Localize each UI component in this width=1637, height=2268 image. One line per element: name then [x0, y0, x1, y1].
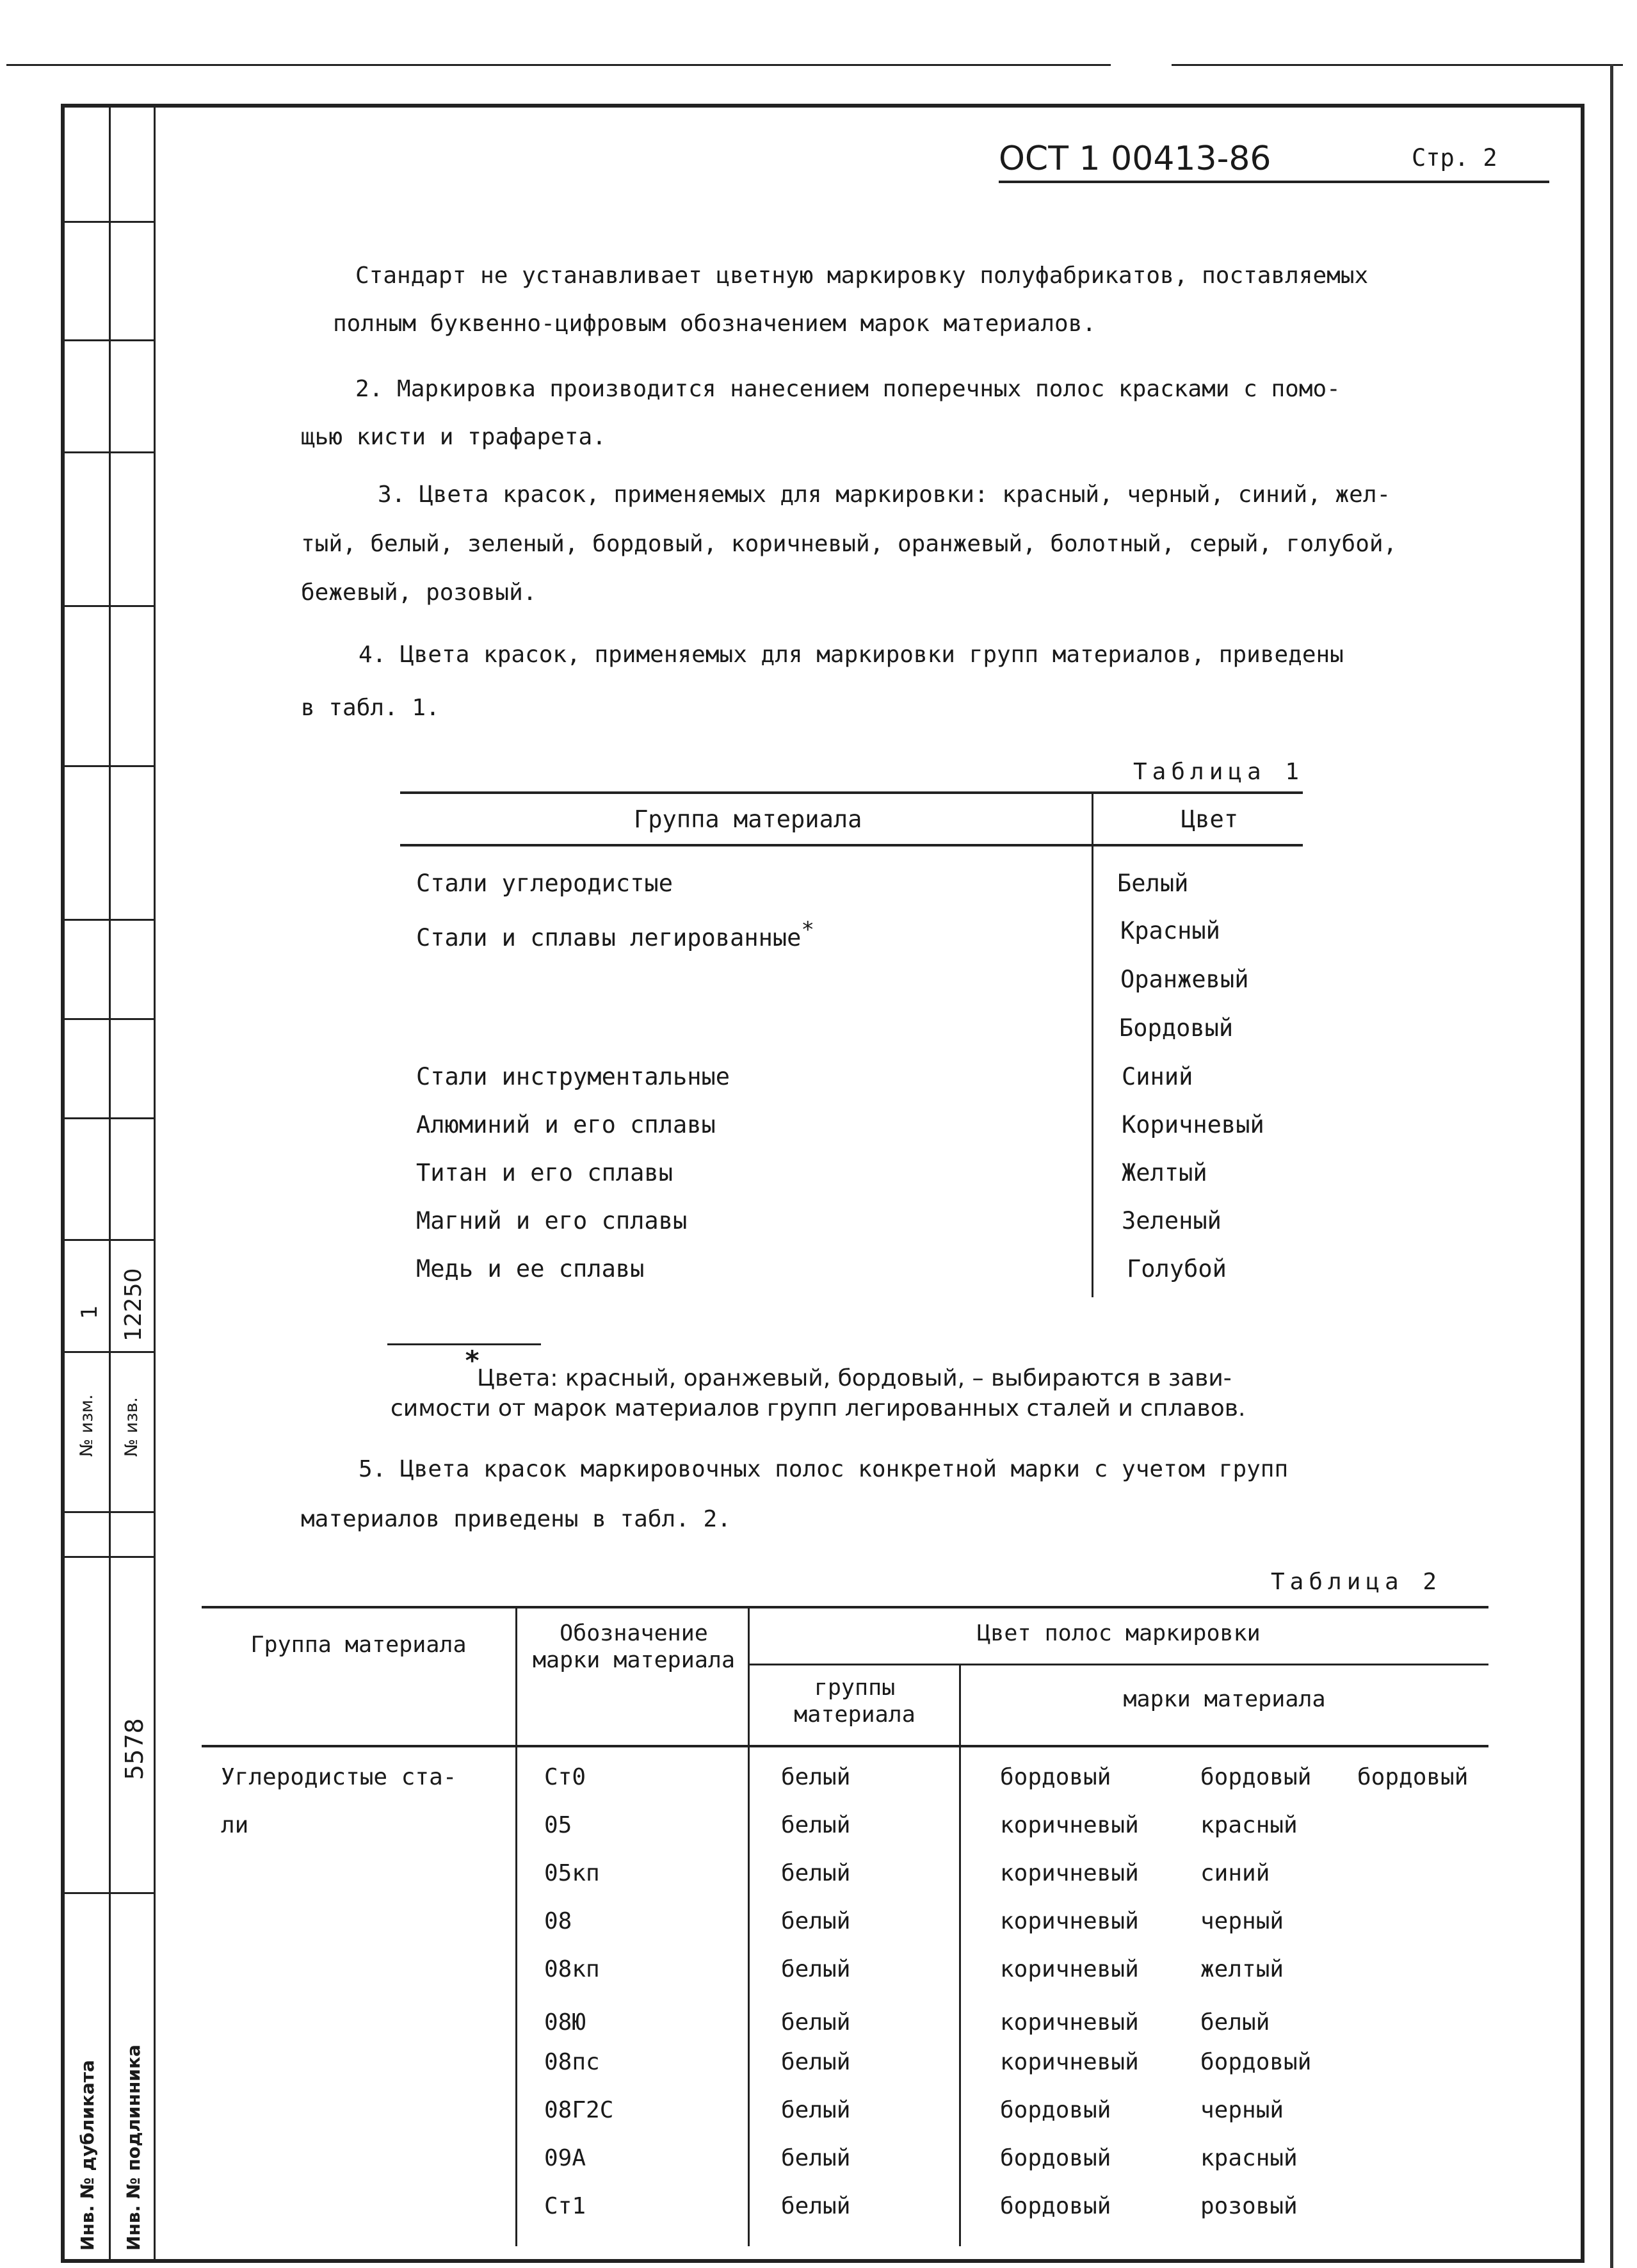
table2-mark-cell: Ст1 [544, 2193, 586, 2219]
table2-mark-cell: 09А [544, 2145, 586, 2171]
table2-mark-color-cell: коричневый [1000, 2009, 1139, 2036]
table1-color-cell: Синий [1122, 1063, 1193, 1090]
page-number: Стр. 2 [1412, 144, 1497, 172]
table2-group-color-cell: белый [781, 2193, 851, 2219]
top-cut-line-left [6, 64, 1111, 66]
table1-color-cell: Коричневый [1122, 1111, 1264, 1138]
p3-line1: 3. Цвета красок, применяемых для маркировки: красный, черный, синий, жел- [378, 482, 1391, 508]
table1-col-divider [1092, 791, 1093, 1297]
table2-mark-color-cell: бордовый [1200, 1764, 1312, 1790]
table2-mark-color-cell: коричневый [1000, 1812, 1139, 1838]
table2-mark-color-cell: бордовый [1000, 1764, 1111, 1790]
footnote-line1: Цвета: красный, оранжевый, бордовый, – выбираются в зави- [477, 1365, 1232, 1391]
table2-mark-color-cell: коричневый [1000, 1860, 1139, 1886]
table1-group-cell: Стали инструментальные [416, 1063, 730, 1090]
table2-mark-color-cell: коричневый [1000, 2049, 1139, 2075]
table2-group-color-cell: белый [781, 2145, 851, 2171]
p3-line2: тый, белый, зеленый, бордовый, коричневый, оранжевый, болотный, серый, голубой, [301, 531, 1398, 557]
table2-header-rule [202, 1745, 1488, 1747]
table2-col-group: Группа материала [250, 1632, 467, 1658]
p2-line1: 2. Маркировка производится нанесением поперечных полос красками с помо- [355, 376, 1341, 402]
table2-mark-color-cell: коричневый [1000, 1908, 1139, 1934]
table1-header-rule [400, 844, 1303, 846]
table2-group-color-cell: белый [781, 1860, 851, 1886]
p1-line2: полным буквенно-цифровым обозначением марок материалов. [333, 311, 1097, 337]
table1-footnote-ref: * [801, 917, 814, 943]
p4-line1: 4. Цвета красок, применяемых для маркировки групп материалов, приведены [359, 642, 1344, 668]
table2-group-color-cell: белый [781, 1908, 851, 1934]
table2-mark-color-cell: черный [1200, 1908, 1284, 1934]
table1-col-color: Цвет [1181, 806, 1239, 833]
table2-group-color-cell: белый [781, 1812, 851, 1838]
table2-mark-cell: 05 [544, 1812, 572, 1838]
table1-group-cell: Медь и ее сплавы [416, 1255, 645, 1283]
table2-group-color-cell: белый [781, 2049, 851, 2075]
table2-mark-color-cell: красный [1200, 1812, 1298, 1838]
table2-group-color-cell: белый [781, 1764, 851, 1790]
table1-group-cell: Стали углеродистые [416, 870, 673, 897]
table2-mark-color-cell: бордовый [1200, 2049, 1312, 2075]
table2-mark-cell: Ст0 [544, 1764, 586, 1790]
p5-line1: 5. Цвета красок маркировочных полос конкретной марки с учетом групп [359, 1456, 1289, 1482]
table1-group-cell: Алюминий и его сплавы [416, 1111, 716, 1138]
table2-mark-color-cell: бордовый [1000, 2193, 1111, 2219]
table2-top-rule [202, 1606, 1488, 1608]
table1-group-cell: Стали и сплавы легированные* [416, 917, 814, 952]
table2-mark-color-cell: черный [1200, 2097, 1284, 2123]
table2-mark-cell: 08Г2С [544, 2097, 614, 2123]
table2-sub-group: группы материала [794, 1675, 915, 1728]
right-edge-line [1610, 64, 1613, 2268]
doc-code: ОСТ 1 00413-86 [999, 140, 1271, 178]
table1-color-cell: Бордовый [1119, 1014, 1234, 1042]
table2-col-stripes: Цвет полос маркировки [977, 1621, 1261, 1646]
table2-subheader-rule [749, 1664, 1488, 1665]
strip-divider [109, 104, 111, 2263]
table2-mark-color-cell: коричневый [1000, 1956, 1139, 1982]
table1-color-cell: Белый [1117, 870, 1189, 897]
doc-code-underline [999, 181, 1549, 183]
footnote-mark: * [464, 1345, 481, 1376]
table2-sub-mark: марки материала [1123, 1687, 1326, 1712]
table2-group-label: ли [221, 1812, 249, 1838]
table2-group-color-cell: белый [781, 2009, 851, 2036]
table1-color-cell: Оранжевый [1120, 966, 1249, 993]
table2-mark-cell: 08кп [544, 1956, 600, 1982]
table2-mark-color-cell: бордовый [1000, 2097, 1111, 2123]
table1-color-cell: Голубой [1127, 1255, 1227, 1283]
table1-caption: Таблица 1 [1133, 759, 1305, 785]
table1-color-cell: Зеленый [1122, 1207, 1222, 1235]
inv-orig-label: Инв. № подлинника [123, 2045, 144, 2251]
izm-label: № изм. [77, 1394, 97, 1457]
p4-line2: в табл. 1. [301, 695, 440, 721]
table1-color-cell: Красный [1120, 917, 1220, 944]
table2-col-divider [515, 1606, 517, 2246]
table2-col-divider [959, 1664, 961, 2246]
table2-group-color-cell: белый [781, 1956, 851, 1982]
table1-top-rule [400, 791, 1303, 794]
p5-line2: материалов приведены в табл. 2. [301, 1506, 731, 1532]
table1-group-cell: Магний и его сплавы [416, 1207, 688, 1235]
table2-mark-color-cell: бордовый [1000, 2145, 1111, 2171]
table2-group-color-cell: белый [781, 2097, 851, 2123]
table2-mark-cell: 08Ю [544, 2009, 586, 2036]
table2-mark-cell: 05кп [544, 1860, 600, 1886]
p2-line2: щью кисти и трафарета. [301, 424, 606, 450]
inv-orig-value: 5578 [120, 1718, 149, 1780]
table2-group-label: Углеродистые ста- [221, 1764, 457, 1790]
p3-line3: бежевый, розовый. [301, 579, 537, 606]
p1-line1: Стандарт не устанавливает цветную маркировку полуфабрикатов, поставляемых [355, 263, 1369, 289]
table2-mark-cell: 08 [544, 1908, 572, 1934]
table2-mark-color-cell: красный [1200, 2145, 1298, 2171]
table2-mark-color-cell: желтый [1200, 1956, 1284, 1982]
table1-color-cell: Желтый [1122, 1159, 1207, 1187]
izv-label: № изв. [122, 1397, 141, 1457]
table2-mark-color-cell: синий [1200, 1860, 1270, 1886]
strip-divider [154, 104, 156, 2263]
table1-col-group: Группа материала [634, 806, 862, 833]
inv-dup-label: Инв. № дубликата [77, 2060, 98, 2251]
page-frame [61, 104, 1585, 2263]
table2-mark-color-cell: бордовый [1357, 1764, 1469, 1790]
footnote-line2: симости от марок материалов групп легированных сталей и сплавов. [391, 1395, 1246, 1422]
table2-mark-cell: 08пс [544, 2049, 600, 2075]
table2-col-mark: Обозначение марки материала [532, 1621, 736, 1673]
table2-col-divider [748, 1606, 750, 2246]
top-cut-line-right [1172, 64, 1623, 66]
izv-value: 12250 [120, 1268, 147, 1341]
table1-group-cell: Титан и его сплавы [416, 1159, 673, 1187]
izm-value: 1 [77, 1305, 102, 1319]
table2-mark-color-cell: розовый [1200, 2193, 1298, 2219]
table2-caption: Таблица 2 [1271, 1569, 1442, 1595]
table2-mark-color-cell: белый [1200, 2009, 1270, 2036]
